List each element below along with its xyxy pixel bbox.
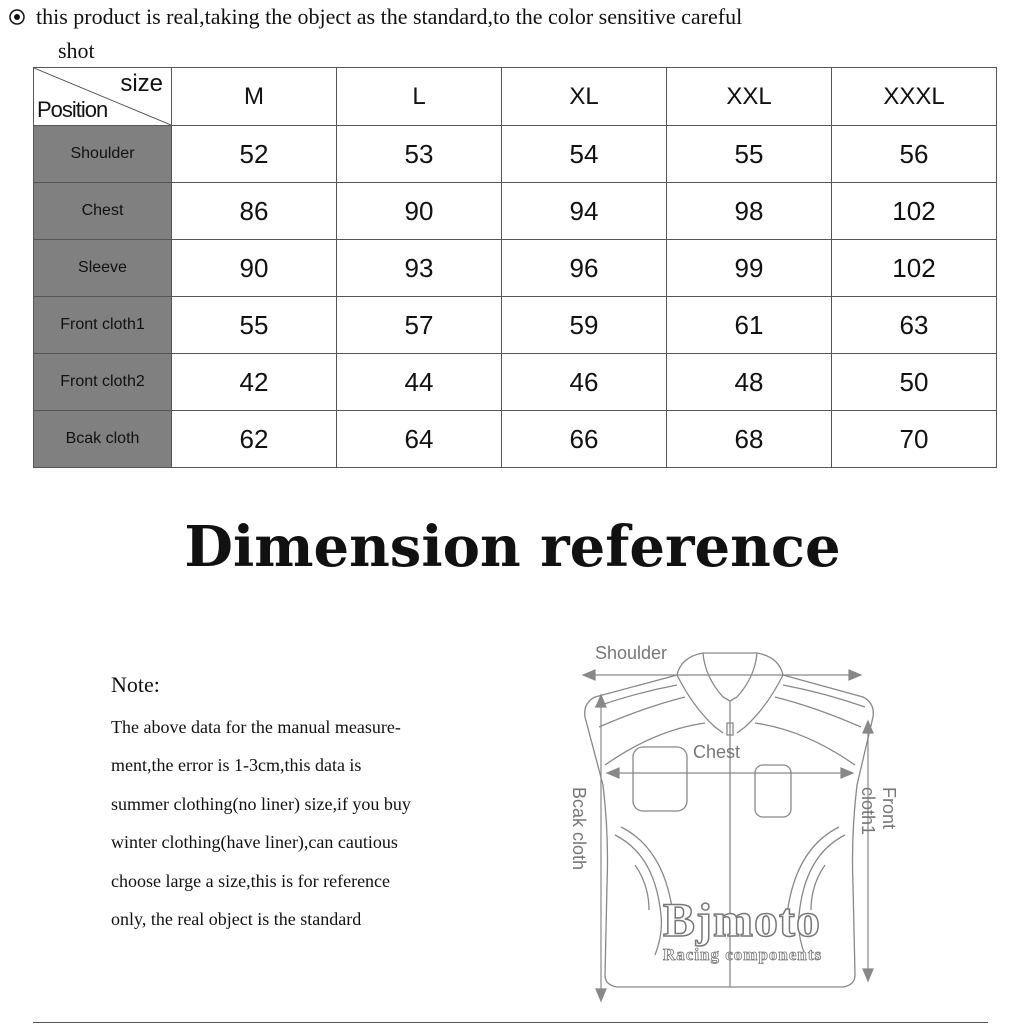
intro-line-1 xyxy=(8,0,998,34)
table-cell: 44 xyxy=(337,354,502,411)
row-header-back-cloth: Bcak cloth xyxy=(34,411,172,468)
table-header-row xyxy=(34,68,997,126)
note-line: winter clothing(have liner),can cautious xyxy=(111,832,398,853)
table-cell: 55 xyxy=(172,297,337,354)
row-header-chest: Chest xyxy=(34,183,172,240)
table-cell: 63 xyxy=(832,297,997,354)
brand-subtitle: Racing components xyxy=(663,945,823,964)
note-line: The above data for the manual measure- xyxy=(111,717,401,737)
table-row-front-cloth1 xyxy=(34,297,997,354)
table-cell: 90 xyxy=(337,183,502,240)
note-line: only, the real object is the standard xyxy=(111,909,362,930)
table-cell: 53 xyxy=(337,126,502,183)
note-line: summer clothing(no liner) size,if you buy xyxy=(111,793,411,814)
table-cell: 55 xyxy=(667,126,832,183)
table-row-back-cloth xyxy=(34,411,997,468)
column-header-xxl: XXL xyxy=(667,68,832,126)
shoulder-label: Shoulder xyxy=(595,643,668,663)
corner-size-label: size xyxy=(120,70,163,97)
table-cell: 56 xyxy=(832,126,997,183)
column-header-l: L xyxy=(337,68,502,126)
brand-watermark: Bjmoto xyxy=(663,894,821,947)
size-chart-table xyxy=(33,67,997,468)
table-cell: 70 xyxy=(832,411,997,468)
target-bullet-icon xyxy=(8,8,26,26)
chest-label: Chest xyxy=(693,742,741,762)
table-cell: 52 xyxy=(172,126,337,183)
table-cell: 50 xyxy=(832,354,997,411)
table-cell: 102 xyxy=(832,183,997,240)
table-cell: 86 xyxy=(172,183,337,240)
table-cell: 96 xyxy=(502,240,667,297)
intro-line-1-text: this product is real,taking the object as the standard,to the color sensitive careful xyxy=(36,4,743,29)
column-header-xxxl: XXXL xyxy=(832,68,997,126)
note-title: Note: xyxy=(111,672,160,697)
table-cell: 90 xyxy=(172,240,337,297)
table-row-chest xyxy=(34,183,997,240)
row-header-front-cloth2: Front cloth2 xyxy=(34,354,172,411)
corner-position-label: Position xyxy=(37,97,108,122)
note-section xyxy=(111,672,511,938)
table-cell: 66 xyxy=(502,411,667,468)
intro-line-2: shot xyxy=(58,38,95,63)
vest-dimension-diagram xyxy=(565,635,905,1005)
table-row-front-cloth2 xyxy=(34,354,997,411)
table-cell: 59 xyxy=(502,297,667,354)
table-cell: 64 xyxy=(337,411,502,468)
table-cell: 54 xyxy=(502,126,667,183)
table-cell: 61 xyxy=(667,297,832,354)
row-header-front-cloth1: Front cloth1 xyxy=(34,297,172,354)
back-cloth-label: Bcak cloth xyxy=(569,787,589,871)
table-cell: 102 xyxy=(832,240,997,297)
table-cell: 68 xyxy=(667,411,832,468)
column-header-xl: XL xyxy=(502,68,667,126)
table-cell: 48 xyxy=(667,354,832,411)
table-cell: 42 xyxy=(172,354,337,411)
intro-text xyxy=(8,0,998,68)
table-cell: 46 xyxy=(502,354,667,411)
dimension-reference-title: Dimension reference xyxy=(184,514,841,580)
note-line: ment,the error is 1-3cm,this data is xyxy=(111,755,362,776)
table-row-sleeve xyxy=(34,240,997,297)
table-cell: 99 xyxy=(667,240,832,297)
bottom-divider xyxy=(33,1022,988,1023)
row-header-sleeve: Sleeve xyxy=(34,240,172,297)
table-cell: 57 xyxy=(337,297,502,354)
front-cloth-label: Front cloth1 xyxy=(858,787,899,836)
table-cell: 93 xyxy=(337,240,502,297)
note-line: choose large a size,this is for reference xyxy=(111,870,391,891)
table-cell: 94 xyxy=(502,183,667,240)
table-corner-cell xyxy=(34,68,172,126)
table-row-shoulder xyxy=(34,126,997,183)
table-cell: 62 xyxy=(172,411,337,468)
table-cell: 98 xyxy=(667,183,832,240)
column-header-m: M xyxy=(172,68,337,126)
row-header-shoulder: Shoulder xyxy=(34,126,172,183)
